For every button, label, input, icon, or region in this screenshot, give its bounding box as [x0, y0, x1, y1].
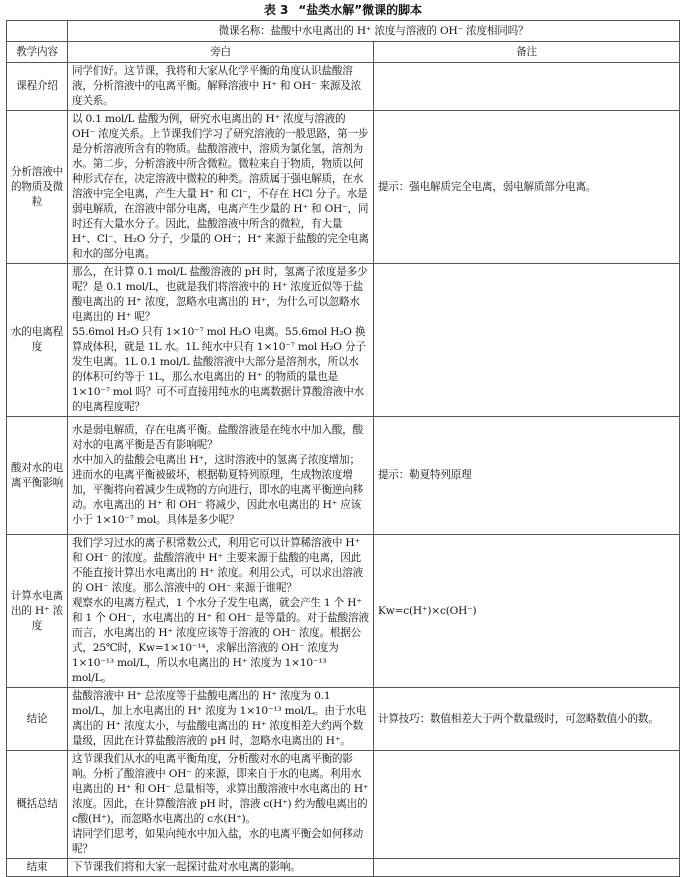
row-narration: 盐酸溶液中 H⁺ 总浓度等于盐酸电离出的 H⁺ 浓度为 0.1 mol/L，加上水电离出的 H⁺ 浓度为 1×10⁻¹³ mol/L。由于水电离出的 H⁺ 浓度太小，与盐酸电离出的 H⁺ 浓度相差大约两个数量级，因此在计算盐酸溶液的 pH 时，忽略水电离出的 H⁺。: [68, 688, 374, 751]
script-table: [6, 20, 680, 877]
row-note: [374, 264, 680, 417]
row-content: 分析溶液中的物质及微粒: [7, 111, 68, 264]
header-narration: 旁白: [68, 42, 374, 63]
row-note: 提示：勒夏特列原理: [374, 417, 680, 535]
row-narration: 下节课我们将和大家一起探讨盐对水电离的影响。: [68, 859, 374, 877]
table-row: [7, 859, 680, 877]
table-caption: [0, 0, 686, 20]
row-narration: 那么，在计算 0.1 mol/L 盐酸溶液的 pH 时，氢离子浓度是多少呢？是 0.1 mol/L，也就是我们将溶液中的 H⁺ 浓度近似等于盐酸电离出的 H⁺ 浓度，忽略水电离出的 H⁺，为什么可以忽略水电离出的 H⁺ 呢？ 55.6mol H₂O 只有 1×10⁻⁷ mol H₂O 电离。55.6mol H₂O 换算成体积，就是 1L 水。1L 纯水中只有 1×10⁻⁷ mol H₂O 分子发生电离。1L 0.1 mol/L 盐酸溶液中大部分是溶剂水，所以水的体积可约等于 1L，那么水电离出的 H⁺ 的物质的量也是 1×10⁻⁷ mol 吗？可不可直接用纯水的电离数据计算酸溶液中水的电离程度呢？: [68, 264, 374, 417]
row-narration: 这节课我们从水的电离平衡角度，分析酸对水的电离平衡的影响。分析了酸溶液中 OH⁻ 的来源，即来自于水的电离。利用水电离出的 H⁺ 和 OH⁻ 总量相等，求算出酸溶液中水电离出的 H⁺ 浓度。因此，在计算酸溶液 pH 时，溶液 c(H⁺) 约为酸电离出的 c酸(H⁺)，而忽略水电离出的 c水(H⁺)。 请同学们思考，如果向纯水中加入盐，水的电离平衡会如何移动呢？: [68, 751, 374, 859]
header-content: 教学内容: [7, 42, 68, 63]
row-note: Kw=c(H⁺)×c(OH⁻): [374, 535, 680, 688]
table-row: [7, 63, 680, 111]
row-note: 提示：强电解质完全电离，弱电解质部分电离。: [374, 111, 680, 264]
table-row: [7, 111, 680, 264]
row-narration: 水是弱电解质，存在电离平衡。盐酸溶液是在纯水中加入酸，酸对水的电离平衡是否有影响呢？ 水中加入的盐酸会电离出 H⁺，这时溶液中的氢离子浓度增加；进而水的电离平衡被破坏，根据勒夏特列原理，生成物浓度增加，平衡将向着减少生成物的方向进行，即水的电离平衡逆向移动。水电离出的 H⁺ 和 OH⁻ 将减少，因此水电离出的 H⁺ 应该小于 1×10⁻⁷ mol。具体是多少呢？: [68, 417, 374, 535]
row-note: 计算技巧：数值相差大于两个数量级时，可忽略数值小的数。: [374, 688, 680, 751]
row-narration: 我们学习过水的离子积常数公式，利用它可以计算稀溶液中 H⁺ 和 OH⁻ 的浓度。盐酸溶液中 H⁺ 主要来源于盐酸的电离，因此不能直接计算出水电离出的 H⁺ 浓度。利用公式，可以求出溶液的 OH⁻ 浓度。那么溶液中的 OH⁻ 来源于谁呢？ 观察水的电离方程式，1 个水分子发生电离，就会产生 1 个 H⁺ 和 1 个 OH⁻，水电离出的 H⁺ 和 OH⁻ 是等量的。对于盐酸溶液而言，水电离出的 H⁺ 浓度应该等于溶液的 OH⁻ 浓度。根据公式，25℃时，Kw=1×10⁻¹⁴，求解出溶液的 OH⁻ 浓度为 1×10⁻¹³ mol/L，所以水电离出的 H⁺ 浓度为 1×10⁻¹³ mol/L。: [68, 535, 374, 688]
caption-number: 表 3: [263, 3, 289, 17]
row-content: 水的电离程度: [7, 264, 68, 417]
topic-left-blank: [7, 21, 68, 42]
row-content: 概括总结: [7, 751, 68, 859]
header-notes: 备注: [374, 42, 680, 63]
row-note: [374, 859, 680, 877]
row-content: 课程介绍: [7, 63, 68, 111]
row-note: [374, 751, 680, 859]
row-content: 结论: [7, 688, 68, 751]
row-content: 酸对水的电离平衡影响: [7, 417, 68, 535]
row-narration: 同学们好。这节课，我将和大家从化学平衡的角度认识盐酸溶液，分析溶液中的电离平衡。解释溶液中 H⁺ 和 OH⁻ 来源及浓度关系。: [68, 63, 374, 111]
row-content: 结束: [7, 859, 68, 877]
row-narration: 以 0.1 mol/L 盐酸为例，研究水电离出的 H⁺ 浓度与溶液的 OH⁻ 浓度关系。上节课我们学习了研究溶液的一般思路，第一步是分析溶液所含有的物质。盐酸溶液中，溶质为氯化氢，溶剂为水。第二步，分析溶液中所含微粒。微粒来自于物质，物质以何种形式存在，决定溶液中微粒的种类。溶质属于强电解质，在水溶液中完全电离，产生大量 H⁺ 和 Cl⁻，不存在 HCl 分子。水是弱电解质，在溶液中部分电离，电离产生少量的 H⁺ 和 OH⁻，同时还有大量水分子。因此，盐酸溶液中所含的微粒，有大量 H⁺、Cl⁻、H₂O 分子，少量的 OH⁻；H⁺ 来源于盐酸的完全电离和水的部分电离。: [68, 111, 374, 264]
table-row: [7, 417, 680, 535]
row-note: [374, 63, 680, 111]
table-row: [7, 688, 680, 751]
table-row: [7, 751, 680, 859]
row-content: 计算水电离出的 H⁺ 浓度: [7, 535, 68, 688]
caption-title: “盐类水解”微课的脚本: [298, 3, 423, 17]
topic-cell: 微课名称：盐酸中水电离出的 H⁺ 浓度与溶液的 OH⁻ 浓度相同吗？: [68, 21, 680, 42]
table-row: [7, 264, 680, 417]
table-row: [7, 535, 680, 688]
